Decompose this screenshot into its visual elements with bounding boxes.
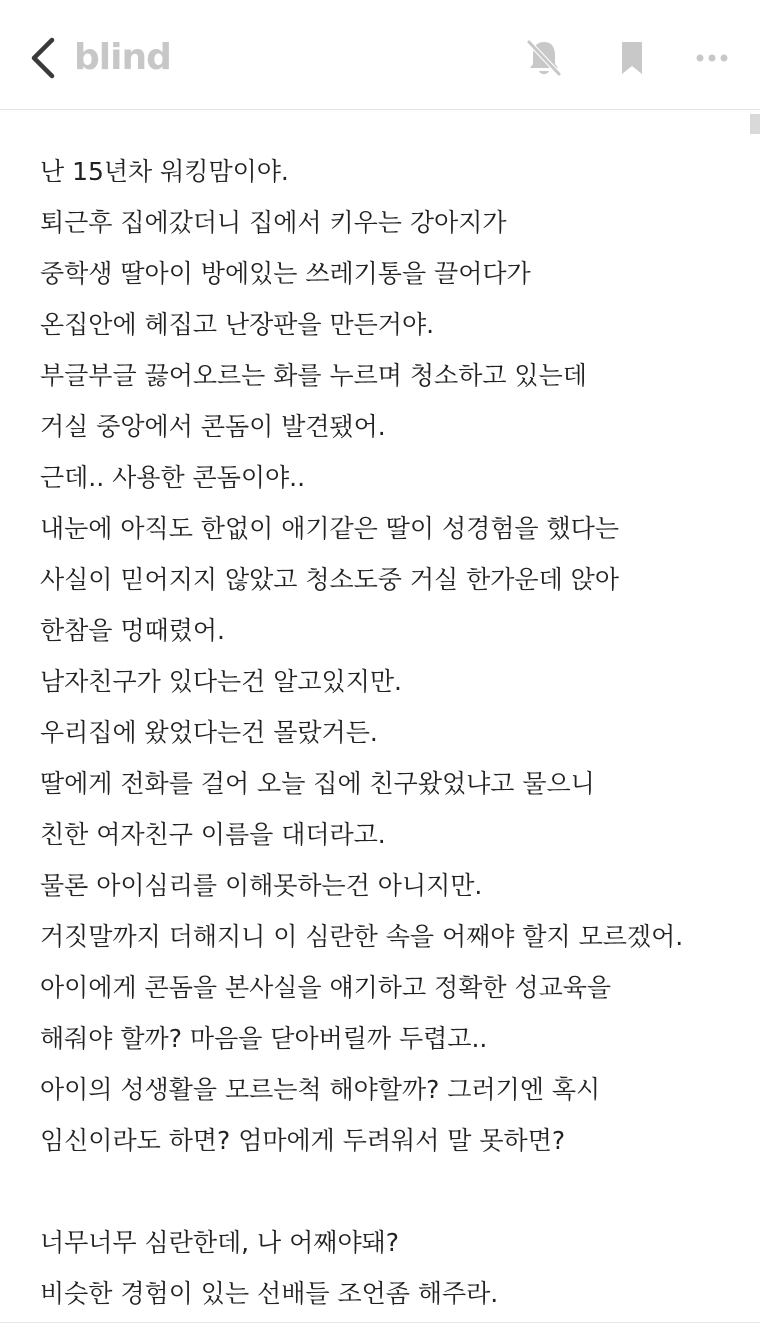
post-line: 거실 중앙에서 콘돔이 발견됐어.	[40, 412, 386, 441]
back-button[interactable]	[22, 30, 66, 86]
post-line: 임신이라도 하면? 엄마에게 두려워서 말 못하면?	[40, 1126, 566, 1155]
post-line: 거짓말까지 더해지니 이 심란한 속을 어째야 할지 모르겠어.	[40, 922, 684, 951]
more-options-button[interactable]	[688, 34, 736, 82]
post-line: 친한 여자친구 이름을 대더라고.	[40, 820, 386, 849]
notification-toggle-button[interactable]	[520, 34, 568, 82]
post-line: 중학생 딸아이 방에있는 쓰레기통을 끌어다가	[40, 259, 531, 288]
more-horizontal-icon	[688, 34, 736, 82]
paragraph-spacer	[40, 1166, 730, 1217]
post-line: 우리집에 왔었다는건 몰랐거든.	[40, 718, 378, 747]
post-line: 근데.. 사용한 콘돔이야..	[40, 463, 306, 492]
scrollbar-thumb[interactable]	[750, 114, 760, 134]
top-bar	[0, 0, 760, 110]
bookmark-icon	[608, 34, 656, 82]
bell-off-icon	[520, 34, 568, 82]
chevron-left-icon	[22, 30, 66, 86]
post-line: 온집안에 헤집고 난장판을 만든거야.	[40, 310, 435, 339]
post-line: 아이의 성생활을 모르는척 해야할까? 그러기엔 혹시	[40, 1075, 601, 1104]
post-line: 아이에게 콘돔을 본사실을 얘기하고 정확한 성교육을	[40, 973, 612, 1002]
post-line: 너무너무 심란한데, 나 어째야돼?	[40, 1228, 400, 1257]
post-line: 부글부글 끓어오르는 화를 누르며 청소하고 있는데	[40, 361, 587, 390]
bookmark-button[interactable]	[608, 34, 656, 82]
post-line: 비슷한 경험이 있는 선배들 조언좀 해주라.	[40, 1279, 499, 1308]
bottom-divider	[0, 1322, 760, 1323]
post-body	[40, 146, 730, 1319]
post-line: 남자친구가 있다는건 알고있지만.	[40, 667, 402, 696]
post-line: 퇴근후 집에갔더니 집에서 키우는 강아지가	[40, 208, 507, 237]
app-logo: blind	[74, 37, 171, 78]
post-line: 난 15년차 워킹맘이야.	[40, 157, 289, 186]
post-line: 물론 아이심리를 이해못하는건 아니지만.	[40, 871, 483, 900]
post-line: 딸에게 전화를 걸어 오늘 집에 친구왔었냐고 물으니	[40, 769, 595, 798]
post-line: 사실이 믿어지지 않았고 청소도중 거실 한가운데 앉아	[40, 565, 619, 594]
post-line: 내눈에 아직도 한없이 애기같은 딸이 성경험을 했다는	[40, 514, 619, 543]
post-line: 해줘야 할까? 마음을 닫아버릴까 두렵고..	[40, 1024, 488, 1053]
post-line: 한참을 멍때렸어.	[40, 616, 225, 645]
